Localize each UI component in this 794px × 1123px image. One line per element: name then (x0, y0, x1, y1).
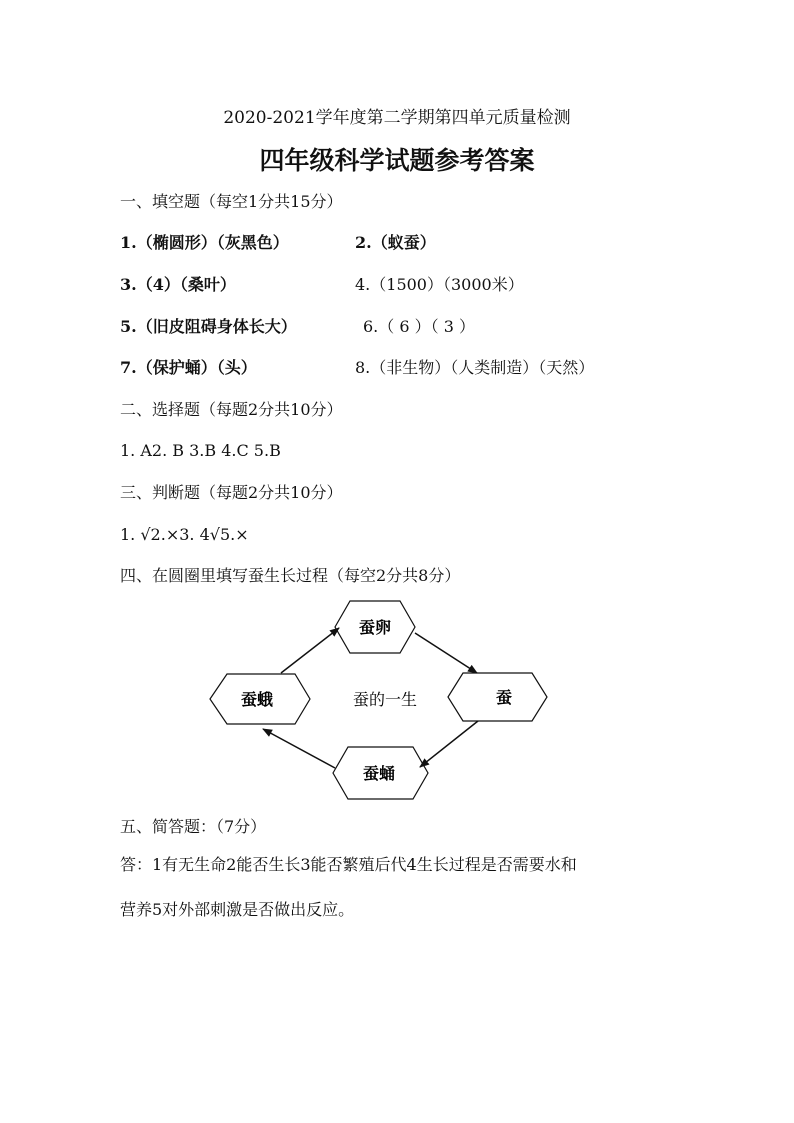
fill-answer-1: 1.（椭圆形）（灰黑色） (120, 233, 289, 252)
silkworm-lifecycle-diagram (200, 595, 560, 805)
fill-answer-7: 7.（保护蛹）（头） (120, 358, 257, 377)
section1-heading: 一、填空题（每空1分共15分） (120, 192, 343, 211)
arrow-pupa-to-moth (263, 729, 335, 768)
judgement-answers: 1. √2.×3. 4√5.× (120, 525, 249, 544)
stage-moth-label: 蚕蛾 (240, 690, 274, 709)
fill-answer-6: 6.（ 6 ）（ 3 ） (363, 317, 475, 336)
exam-subtitle: 2020-2021学年度第二学期第四单元质量检测 (223, 108, 571, 128)
section4-heading: 四、在圆圈里填写蚕生长过程（每空2分共8分） (120, 566, 461, 585)
arrow-larva-to-pupa (420, 721, 478, 767)
fill-answer-8: 8.（非生物）（人类制造）（天然） (355, 358, 595, 377)
fill-answer-2: 2.（蚁蚕） (355, 233, 436, 252)
stage-larva-node (448, 673, 547, 721)
stage-moth-node (210, 674, 310, 724)
fill-answer-4: 4.（1500）（3000米） (355, 275, 524, 294)
stage-pupa-label: 蚕蛹 (362, 764, 396, 783)
stage-egg-label: 蚕卵 (358, 618, 392, 637)
short-answer-line1: 答：1有无生命2能否生长3能否繁殖后代4生长过程是否需要水和 (120, 855, 577, 874)
answer-key-title: 四年级科学试题参考答案 (259, 146, 535, 175)
stage-pupa-node (333, 747, 428, 799)
diagram-center-label: 蚕的一生 (352, 690, 418, 709)
arrow-egg-to-larva (415, 633, 477, 673)
section3-heading: 三、判断题（每题2分共10分） (120, 483, 343, 502)
choice-answers: 1. A2. B 3.B 4.C 5.B (120, 441, 281, 460)
fill-answer-5: 5.（旧皮阻碍身体长大） (120, 317, 297, 336)
arrow-moth-to-egg (281, 628, 339, 673)
section2-heading: 二、选择题（每题2分共10分） (120, 400, 343, 419)
fill-answer-3: 3.（4）（桑叶） (120, 275, 236, 294)
short-answer-line2: 营养5对外部刺激是否做出反应。 (120, 900, 355, 919)
stage-egg-node (335, 601, 415, 653)
section5-heading: 五、简答题：（7分） (120, 817, 267, 836)
stage-larva-label: 蚕 (495, 688, 513, 707)
